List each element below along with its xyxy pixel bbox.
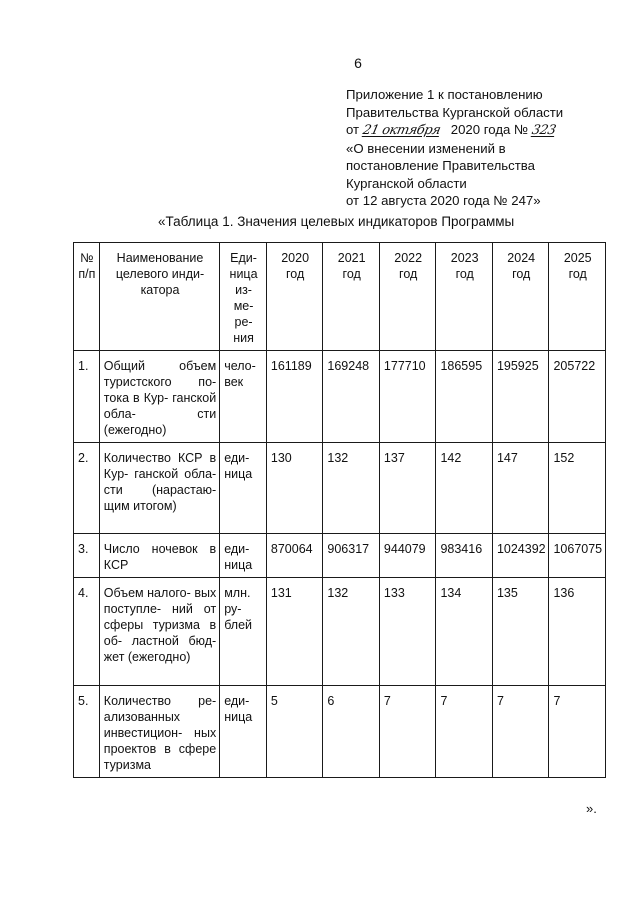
row-value: 195925 (492, 351, 549, 443)
appendix-line-4: «О внесении изменений в (346, 140, 506, 156)
row-value: 132 (323, 578, 380, 686)
appendix-date-line (346, 121, 572, 140)
row-name: Количество КСР в Кур- ганской обла- сти (нарастаю- щим итогом) (99, 443, 219, 534)
row-value: 1067075 (549, 534, 606, 578)
header-year: 2022 год (379, 243, 436, 351)
year-text: 2020 года № (450, 122, 529, 137)
appendix-line-2: Правительства Курганской области (346, 104, 564, 120)
from-prefix: от (346, 122, 360, 137)
header-year: 2021 год (323, 243, 380, 351)
row-value: 169248 (323, 351, 380, 443)
row-value: 205722 (549, 351, 606, 443)
row-name: Объем налого- вых поступле- ний от сферы туризма в об- ластной бюд- жет (ежегодно) (99, 578, 219, 686)
row-value: 983416 (436, 534, 493, 578)
row-num: 2. (74, 443, 100, 534)
handwritten-number: 323 (530, 123, 557, 138)
row-unit: еди- ница (220, 534, 267, 578)
appendix-line-1: Приложение 1 к постановлению (346, 87, 543, 102)
table-row (74, 686, 606, 778)
indicators-table (73, 242, 606, 778)
row-value: 7 (549, 686, 606, 778)
header-year: 2020 год (266, 243, 323, 351)
row-value: 944079 (379, 534, 436, 578)
row-unit: еди- ница (220, 686, 267, 778)
row-value: 7 (379, 686, 436, 778)
row-num: 4. (74, 578, 100, 686)
row-unit: млн. ру- блей (220, 578, 267, 686)
row-value: 137 (379, 443, 436, 534)
row-value: 1024392 (492, 534, 549, 578)
row-num: 5. (74, 686, 100, 778)
row-value: 152 (549, 443, 606, 534)
row-value: 186595 (436, 351, 493, 443)
header-unit: Еди- ница из- ме- ре- ния (220, 243, 267, 351)
row-value: 133 (379, 578, 436, 686)
table-header-row (74, 243, 606, 351)
row-value: 130 (266, 443, 323, 534)
row-value: 132 (323, 443, 380, 534)
row-value: 134 (436, 578, 493, 686)
handwritten-date: 21 октября (361, 123, 442, 138)
row-value: 131 (266, 578, 323, 686)
row-value: 906317 (323, 534, 380, 578)
table-row (74, 443, 606, 534)
row-value: 161189 (266, 351, 323, 443)
row-value: 135 (492, 578, 549, 686)
appendix-line-6: Курганской области (346, 175, 467, 191)
row-name: Количество ре- ализованных инвестицион- ных проектов в сфере туризма (99, 686, 219, 778)
row-value: 870064 (266, 534, 323, 578)
header-year: 2023 год (436, 243, 493, 351)
header-num: № п/п (74, 243, 100, 351)
table-row (74, 534, 606, 578)
row-unit: еди- ница (220, 443, 267, 534)
row-value: 5 (266, 686, 323, 778)
row-num: 1. (74, 351, 100, 443)
appendix-line-7: от 12 августа 2020 года № 247» (346, 193, 541, 208)
closing-quote: ». (586, 801, 597, 816)
table-title: «Таблица 1. Значения целевых индикаторов Программы (158, 214, 515, 229)
row-value: 7 (492, 686, 549, 778)
table-row (74, 578, 606, 686)
page-number: 6 (354, 55, 362, 71)
row-value: 142 (436, 443, 493, 534)
row-num: 3. (74, 534, 100, 578)
row-value: 7 (436, 686, 493, 778)
row-value: 136 (549, 578, 606, 686)
row-name: Число ночевок в КСР (99, 534, 219, 578)
row-value: 177710 (379, 351, 436, 443)
table-row (74, 351, 606, 443)
header-year: 2025 год (549, 243, 606, 351)
row-value: 6 (323, 686, 380, 778)
appendix-header (346, 86, 572, 210)
header-name: Наименование целевого инди- катора (99, 243, 219, 351)
row-unit: чело- век (220, 351, 267, 443)
row-name: Общий объем туристского по- тока в Кур- ганской обла- сти (ежегодно) (99, 351, 219, 443)
appendix-line-5: постановление Правительства (346, 158, 535, 173)
header-year: 2024 год (492, 243, 549, 351)
row-value: 147 (492, 443, 549, 534)
